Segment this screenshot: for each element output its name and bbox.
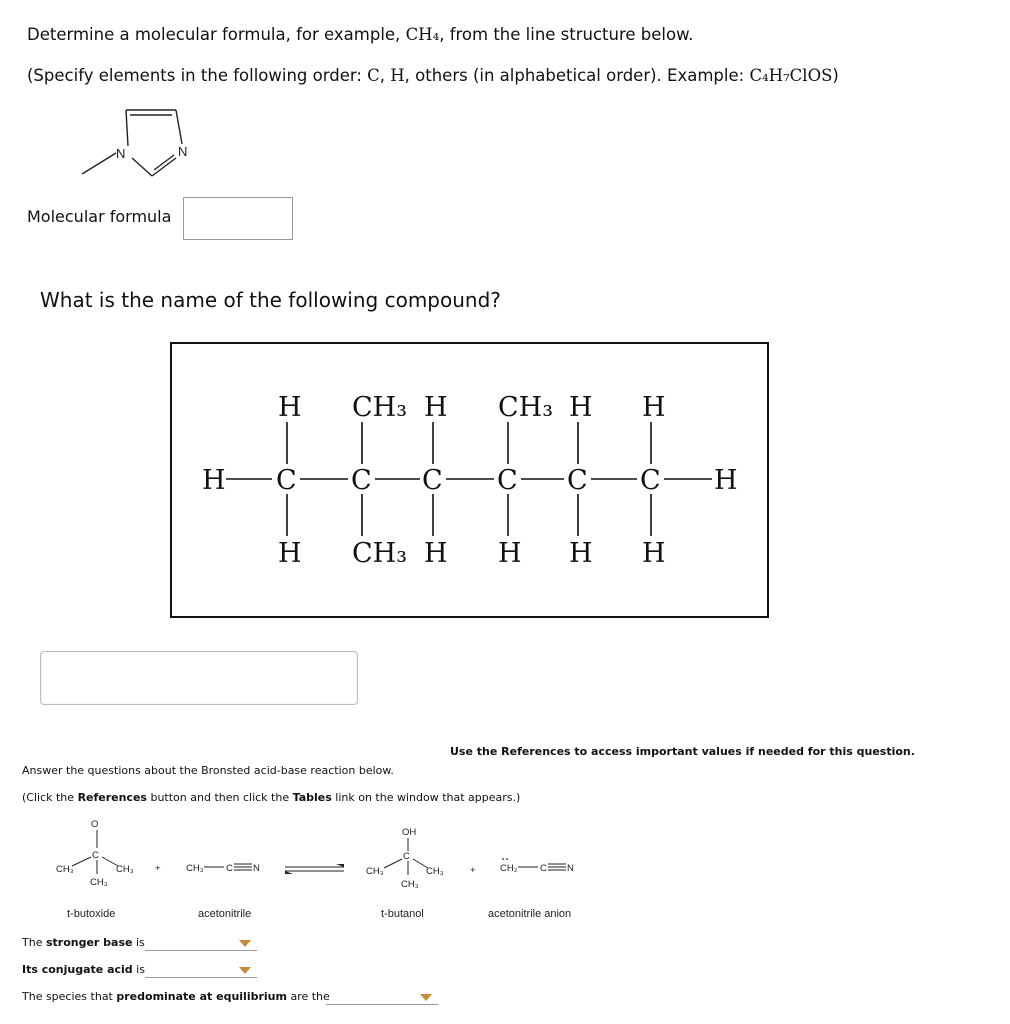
click-text-3: link on the window that appears.) <box>331 791 521 804</box>
predominate-select[interactable] <box>326 990 438 1005</box>
acetonitrile-structure <box>186 863 260 874</box>
right-h: H <box>714 465 738 496</box>
bottom-h-4: H <box>498 538 522 569</box>
q1-separator: , <box>379 66 391 85</box>
t-butoxide-structure <box>56 819 134 888</box>
predominate-question <box>22 990 330 1003</box>
q1-line1-text-end: , from the line structure below. <box>439 25 694 44</box>
predominate-word: predominate at equilibrium <box>116 990 287 1003</box>
top-ch3-2: CH₃ <box>352 392 408 423</box>
acetonitrile-anion-structure <box>500 858 574 874</box>
acetonitrile-n: N <box>253 863 260 874</box>
bottom-h-6: H <box>642 538 666 569</box>
stronger-text-1: The <box>22 936 46 949</box>
plus-sign-1: + <box>155 863 161 874</box>
conjugate-acid-select[interactable] <box>145 963 257 978</box>
references-word: References <box>77 791 147 804</box>
click-text-1: (Click the <box>22 791 78 804</box>
plus-sign-2: + <box>470 865 476 876</box>
q1-line2-text: (Specify elements in the following order: <box>27 66 368 85</box>
tbutanol-ch3-left: CH₃ <box>366 866 384 877</box>
tbutoxide-ch3-bottom: CH₃ <box>90 877 108 888</box>
click-text-2: button and then click the <box>146 791 293 804</box>
label-acetonitrile-anion: acetonitrile anion <box>488 908 572 920</box>
q1-instruction-line1 <box>27 25 693 44</box>
anion-ch2: CH₂ <box>500 863 518 874</box>
chevron-down-icon <box>239 967 251 974</box>
q2-condensed-structure <box>172 344 767 616</box>
predom-text-1: The species that <box>22 990 117 1003</box>
tbutanol-oh: OH <box>402 827 417 838</box>
left-h: H <box>202 465 226 496</box>
equilibrium-arrow <box>285 864 344 874</box>
label-t-butoxide: t-butoxide <box>67 908 116 920</box>
predom-text-2: are the <box>286 990 330 1003</box>
references-note: Use the References to access important values if needed for this question. <box>450 745 915 758</box>
carbon-6: C <box>640 465 661 496</box>
tbutoxide-c: C <box>92 850 99 861</box>
q1-element-h: H <box>390 66 405 85</box>
molecular-formula-input[interactable] <box>183 197 293 240</box>
atom-n3: N <box>178 144 188 159</box>
label-acetonitrile: acetonitrile <box>198 908 252 920</box>
top-h-5: H <box>569 392 593 423</box>
acetonitrile-ch3: CH₃ <box>186 863 204 874</box>
tbutanol-ch3-bottom: CH₃ <box>401 879 419 890</box>
bottom-h-1: H <box>278 538 302 569</box>
q2-structure-frame <box>170 342 769 618</box>
anion-c: C <box>540 863 547 874</box>
tbutanol-c: C <box>403 851 410 862</box>
bottom-h-3: H <box>424 538 448 569</box>
compound-name-input[interactable] <box>40 651 358 705</box>
carbon-3: C <box>422 465 443 496</box>
bottom-ch3-2: CH₃ <box>352 538 408 569</box>
q1-example-formula2: C₄H₇ClOS <box>749 66 833 85</box>
stronger-base-word: stronger base <box>45 936 133 949</box>
tables-word: Tables <box>292 791 332 804</box>
carbon-2: C <box>351 465 372 496</box>
acid-base-reaction <box>0 815 1010 925</box>
q1-line1-text: Determine a molecular formula, for example, <box>27 25 406 44</box>
tbutoxide-ch3-left: CH₃ <box>56 864 74 875</box>
chevron-down-icon <box>239 940 251 947</box>
stronger-base-select[interactable] <box>145 936 257 951</box>
q1-instruction-line2 <box>27 66 839 85</box>
atom-n1: N <box>116 146 126 161</box>
label-t-butanol: t-butanol <box>381 908 424 920</box>
carbon-1: C <box>276 465 297 496</box>
q1-element-c: C <box>367 66 380 85</box>
q1-answer-label: Molecular formula <box>27 207 172 226</box>
chevron-down-icon <box>420 994 432 1001</box>
stronger-base-question <box>22 936 145 949</box>
q3-click-instruction <box>22 791 520 804</box>
q3-intro: Answer the questions about the Bronsted acid-base reaction below. <box>22 764 394 777</box>
top-h-6: H <box>642 392 666 423</box>
acetonitrile-c: C <box>226 863 233 874</box>
stronger-text-2: is <box>132 936 145 949</box>
q1-example-formula: CH₄ <box>405 25 440 44</box>
t-butanol-structure <box>366 827 444 890</box>
tbutanol-ch3-right: CH₃ <box>426 866 444 877</box>
q1-line2-text-end: ) <box>832 66 839 85</box>
conjugate-acid-question <box>22 963 145 976</box>
top-h-3: H <box>424 392 448 423</box>
tbutoxide-ch3-right: CH₃ <box>116 864 134 875</box>
carbon-4: C <box>497 465 518 496</box>
top-h-1: H <box>278 392 302 423</box>
tbutoxide-o: O <box>91 819 99 830</box>
top-ch3-4: CH₃ <box>498 392 554 423</box>
q1-line-structure <box>70 96 210 186</box>
anion-n: N <box>567 863 574 874</box>
bottom-h-5: H <box>569 538 593 569</box>
conjugate-acid-word: Its conjugate acid <box>22 963 133 976</box>
conj-text: is <box>132 963 145 976</box>
q2-question: What is the name of the following compound? <box>40 288 501 312</box>
q1-line2-text-mid: , others (in alphabetical order). Example: <box>404 66 750 85</box>
carbon-5: C <box>567 465 588 496</box>
